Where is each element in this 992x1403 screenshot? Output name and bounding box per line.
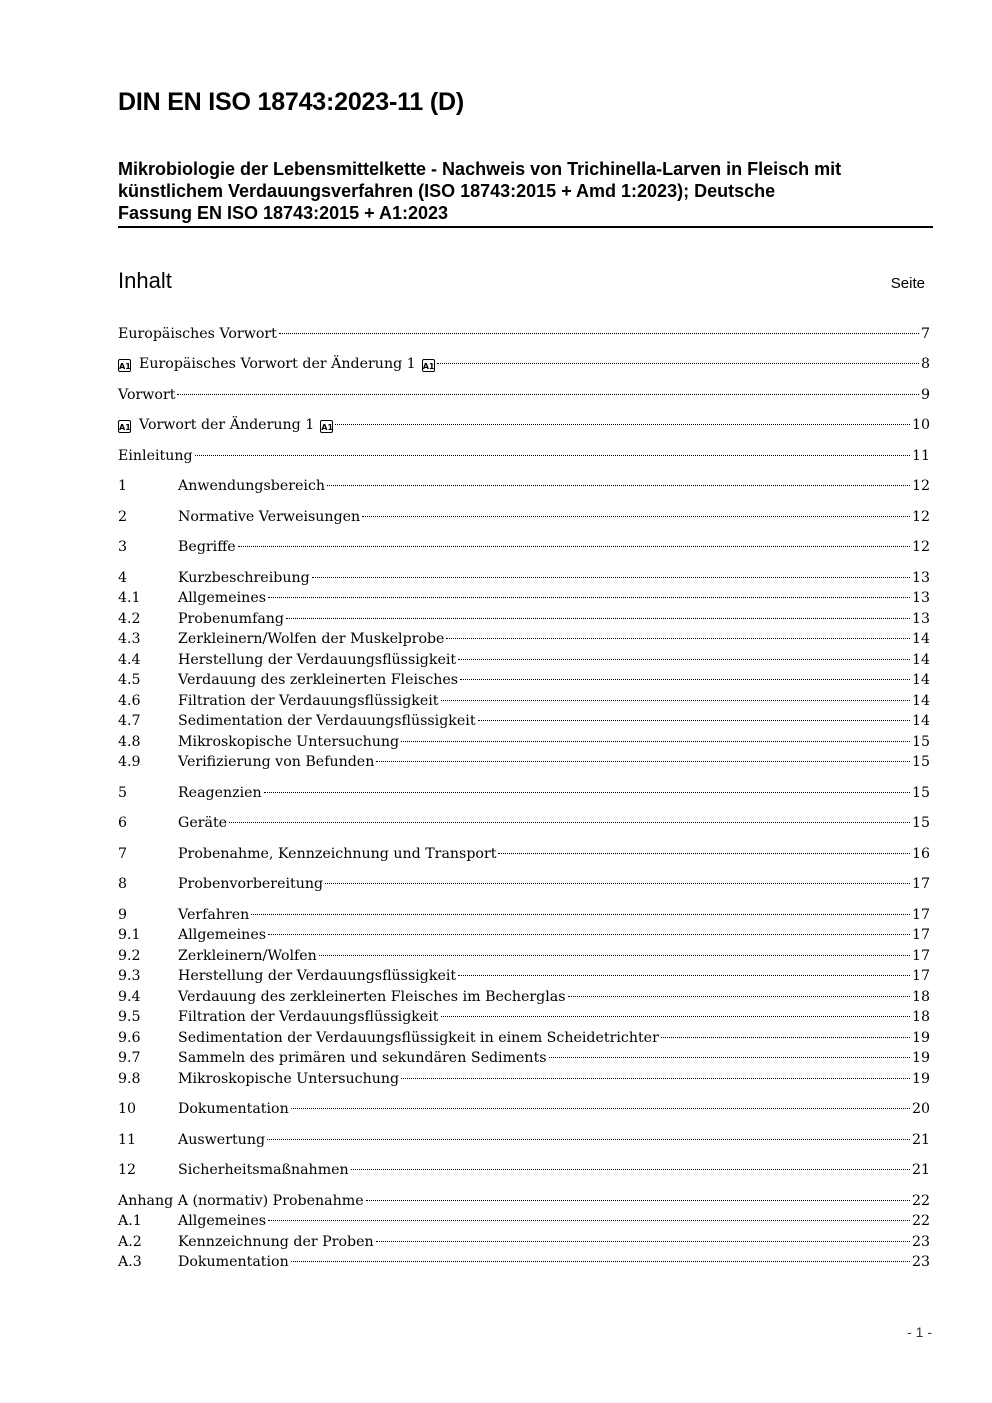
toc-entry-label: Verfahren [178,907,250,923]
amendment-end-icon: A1 [422,359,435,372]
toc-entry-label-wrap [118,324,277,344]
toc-entry-label: Vorwort [118,387,176,403]
toc-entry[interactable] [118,385,930,405]
toc-entry-label-wrap [178,905,249,925]
toc-entry-number: 10 [118,1101,137,1117]
toc-entry-label-wrap [178,588,266,608]
toc-entry-label-wrap [118,415,333,435]
toc-leader-dots [446,638,909,639]
toc-entry-label: Geräte [178,815,228,831]
toc-entry-page: 9 [920,387,930,403]
toc-entry-label-wrap [178,650,456,670]
toc-entry-number: 1 [118,478,128,494]
toc-leader-dots [366,1200,910,1201]
toc-entry[interactable] [118,752,930,772]
toc-entry-label-wrap [178,813,227,833]
subtitle-line: künstlichem Verdauungsverfahren (ISO 18743:2015 + Amd 1:2023); Deutsche [118,181,776,201]
toc-entry-page: 14 [911,652,930,668]
toc-entry[interactable] [118,732,930,752]
toc-entry[interactable] [118,507,930,527]
toc-entry-label-wrap [178,925,266,945]
toc-leader-dots [177,394,919,395]
toc-entry-label: Probenahme, Kennzeichnung und Transport [178,846,497,862]
toc-entry-page: 13 [911,611,930,627]
toc-entry-label-wrap [178,874,323,894]
toc-entry[interactable] [118,1160,930,1180]
toc-entry[interactable] [118,925,930,945]
toc-entry-page: 23 [911,1234,930,1250]
toc-entry-number: 4.7 [118,713,141,729]
toc-entry-page: 21 [911,1132,930,1148]
toc-leader-dots [498,853,910,854]
toc-entry[interactable] [118,354,930,374]
toc-entry-number: 4.9 [118,754,141,770]
toc-entry-label: Verdauung des zerkleinerten Fleisches im Becherglas [178,989,566,1005]
toc-entry-number: 12 [118,1162,137,1178]
toc-entry-label: Kennzeichnung der Proben [178,1234,374,1250]
toc-entry-label-wrap [178,1232,374,1252]
toc-leader-dots [376,1241,910,1242]
toc-entry-number: 4.2 [118,611,141,627]
toc-entry-page: 15 [911,754,930,770]
toc-entry-page: 15 [911,734,930,750]
toc-entry-label: Probenumfang [178,611,285,627]
toc-entry-page: 17 [911,876,930,892]
toc-entry-number: 9 [118,907,128,923]
toc-entry-number: 9.8 [118,1071,141,1087]
toc-entry-label: Anhang A (normativ) Probenahme [118,1193,364,1209]
toc-entry-label: Verdauung des zerkleinerten Fleisches [178,672,459,688]
toc-entry-label: Herstellung der Verdauungsflüssigkeit [178,652,457,668]
toc-entry-label-wrap [178,1069,399,1089]
toc-leader-dots [458,659,910,660]
toc-entry-page: 22 [911,1213,930,1229]
toc-entry-number: 9.3 [118,968,141,984]
toc-entry-number: 4.1 [118,590,141,606]
toc-entry[interactable] [118,629,930,649]
toc-entry-page: 17 [911,948,930,964]
toc-entry-page: 14 [911,672,930,688]
toc-entry[interactable] [118,1232,930,1252]
toc-leader-dots [549,1057,910,1058]
toc-entry-number: 7 [118,846,128,862]
toc-leader-dots [268,934,910,935]
toc-entry-page: 18 [911,989,930,1005]
toc-entry-label: Anwendungsbereich [178,478,326,494]
toc-leader-dots [312,577,910,578]
toc-entry-page: 19 [911,1030,930,1046]
toc-entry-number: 4.4 [118,652,141,668]
toc-leader-dots [279,333,919,334]
toc-entry-label: Filtration der Verdauungsflüssigkeit [178,693,439,709]
toc-entry-page: 12 [911,509,930,525]
toc-leader-dots [376,761,910,762]
toc-leader-dots [458,975,910,976]
toc-entry-page: 8 [920,356,930,372]
toc-leader-dots [195,455,910,456]
toc-entry-page: 11 [911,448,930,464]
toc-entry-label: Filtration der Verdauungsflüssigkeit [178,1009,439,1025]
toc-entry-label-wrap [178,844,496,864]
toc-leader-dots [441,1016,910,1017]
toc-entry-number: A.2 [118,1234,142,1250]
toc-entry-label-wrap [178,987,566,1007]
toc-entry[interactable] [118,324,930,344]
toc-entry-label-wrap [178,691,439,711]
toc-entry[interactable] [118,609,930,629]
toc-entry-label: Mikroskopische Untersuchung [178,1071,400,1087]
toc-leader-dots [437,363,919,364]
toc-entry[interactable] [118,987,930,1007]
toc-leader-dots [460,679,910,680]
toc-leader-dots [286,618,910,619]
toc-leader-dots [351,1169,910,1170]
toc-entry-label-wrap [178,1007,439,1027]
toc-entry[interactable] [118,813,930,833]
toc-leader-dots [401,1078,910,1079]
toc-entry-label-wrap [178,1130,265,1150]
toc-entry-label: Dokumentation [178,1101,289,1117]
toc-entry[interactable] [118,946,930,966]
toc-leader-dots [268,597,910,598]
toc-entry-label-wrap [178,609,284,629]
toc-entry-page: 21 [911,1162,930,1178]
toc-entry-number: 4.8 [118,734,141,750]
toc-entry-label: Sedimentation der Verdauungsflüssigkeit in einem Scheidetrichter [178,1030,659,1046]
toc-entry[interactable] [118,783,930,803]
toc-entry-label: Verifizierung von Befunden [178,754,375,770]
toc-entry-page: 22 [911,1193,930,1209]
toc-entry-number: 9.4 [118,989,141,1005]
toc-leader-dots [362,516,910,517]
toc-entry-label-wrap [178,1099,289,1119]
toc-entry-label-wrap [178,629,444,649]
toc-entry[interactable] [118,1069,930,1089]
toc-entry-label: Sammeln des primären und sekundären Sediments [178,1050,547,1066]
toc-entry-page: 14 [911,713,930,729]
toc-entry[interactable] [118,1252,930,1272]
toc-entry-page: 14 [911,693,930,709]
toc-entry-label-wrap [178,537,236,557]
toc-leader-dots [229,822,910,823]
toc-entry-page: 17 [911,968,930,984]
toc-entry[interactable] [118,476,930,496]
toc-entry[interactable] [118,568,930,588]
toc-entry[interactable] [118,446,930,466]
toc-entry-label-wrap [178,1211,266,1231]
toc-entry-label-wrap [178,507,360,527]
toc-entry[interactable] [118,670,930,690]
toc-entry[interactable] [118,1191,930,1211]
toc-entry-page: 23 [911,1254,930,1270]
toc-leader-dots [291,1108,910,1109]
toc-entry-page: 15 [911,785,930,801]
toc-entry[interactable] [118,1130,930,1150]
toc-leader-dots [401,741,910,742]
toc-page-heading: Seite [890,275,925,292]
toc-entry-label-wrap [178,568,310,588]
toc-entry-label: Kurzbeschreibung [178,570,310,586]
toc-entry-label: Europäisches Vorwort der Änderung 1 [139,356,416,372]
toc-entry[interactable] [118,1028,930,1048]
toc-leader-dots [327,485,910,486]
toc-entry[interactable] [118,711,930,731]
toc-leader-dots [251,914,910,915]
toc-entry-number: 4 [118,570,128,586]
toc-entry[interactable] [118,1007,930,1027]
toc-entry[interactable] [118,415,930,435]
toc-entry-label: Sedimentation der Verdauungsflüssigkeit [178,713,476,729]
toc-entry[interactable] [118,1099,930,1119]
toc-entry-number: 9.6 [118,1030,141,1046]
toc-entry-number: 4.5 [118,672,141,688]
toc-entry[interactable] [118,588,930,608]
toc-entry[interactable] [118,844,930,864]
toc-entry-label: Zerkleinern/Wolfen der Muskelprobe [178,631,445,647]
toc-entry-label: Reagenzien [178,785,262,801]
toc-entry-label-wrap [118,385,175,405]
toc-entry-number: A.3 [118,1254,142,1270]
toc-entry-label: Einleitung [118,448,193,464]
toc-heading: Inhalt [118,268,172,293]
toc-entry-number: A.1 [118,1213,142,1229]
toc-entry-number: 2 [118,509,128,525]
toc-entry-page: 10 [911,417,930,433]
toc-entry-label-wrap [178,476,325,496]
toc-entry-page: 13 [911,570,930,586]
toc-leader-dots [268,1220,910,1221]
toc-leader-dots [325,883,910,884]
toc-entry-page: 19 [911,1071,930,1087]
toc-leader-dots [264,792,910,793]
toc-entry-number: 11 [118,1132,137,1148]
toc-entry-label-wrap [118,1191,364,1211]
toc-entry-label-wrap [178,752,374,772]
toc-entry-label: Zerkleinern/Wolfen [178,948,317,964]
subtitle-line: Mikrobiologie der Lebensmittelkette - Nachweis von Trichinella-Larven in Fleisch mit [118,159,842,179]
toc-entry-label: Begriffe [178,539,236,555]
toc-entry-label: Mikroskopische Untersuchung [178,734,400,750]
toc-entry-number: 6 [118,815,128,831]
amendment-start-icon: A1 [118,359,131,372]
toc-leader-dots [238,546,910,547]
toc-entry[interactable] [118,1048,930,1068]
toc-entry-number: 5 [118,785,128,801]
document-title: DIN EN ISO 18743:2023-11 (D) [118,88,464,116]
toc-entry-number: 9.2 [118,948,141,964]
toc-entry-label-wrap [178,1252,289,1272]
subtitle-line: Fassung EN ISO 18743:2015 + A1:2023 [118,203,449,223]
toc-entry[interactable] [118,1211,930,1231]
toc-leader-dots [478,720,910,721]
toc-leader-dots [661,1037,910,1038]
toc-entry-label: Auswertung [178,1132,266,1148]
amendment-start-icon: A1 [118,420,131,433]
toc-entry-label-wrap [178,1160,349,1180]
toc-entry-page: 7 [920,326,930,342]
toc-entry[interactable] [118,691,930,711]
toc-leader-dots [568,996,910,997]
toc-entry-label: Allgemeines [178,1213,266,1229]
toc-entry-label: Probenvorbereitung [178,876,324,892]
toc-entry-label: Normative Verweisungen [178,509,361,525]
toc-entry-label-wrap [178,946,317,966]
toc-entry[interactable] [118,966,930,986]
toc-entry-page: 17 [911,907,930,923]
toc-entry-label: Vorwort der Änderung 1 [139,417,315,433]
toc-entry[interactable] [118,650,930,670]
toc-entry-label-wrap [178,1048,547,1068]
page-number: - 1 - [907,1324,932,1340]
toc-entry-page: 13 [911,590,930,606]
toc-entry-label: Allgemeines [178,590,266,606]
toc-entry-number: 9.7 [118,1050,141,1066]
toc-entry-label-wrap [178,732,399,752]
toc-entry-label-wrap [178,670,458,690]
toc-entry-label: Dokumentation [178,1254,289,1270]
toc-entry-page: 12 [911,478,930,494]
toc-entry-label-wrap [178,783,262,803]
toc-entry-number: 8 [118,876,128,892]
toc-entry-page: 18 [911,1009,930,1025]
toc-entry-label-wrap [118,446,193,466]
toc-entry-label-wrap [118,354,435,374]
toc-leader-dots [441,700,910,701]
toc-entry-page: 17 [911,927,930,943]
toc-leader-dots [267,1139,910,1140]
toc-leader-dots [291,1261,910,1262]
toc-entry-page: 15 [911,815,930,831]
toc-entry-label: Allgemeines [178,927,266,943]
amendment-end-icon: A1 [320,420,333,433]
toc-entry-label: Europäisches Vorwort [118,326,277,342]
toc-entry[interactable] [118,905,930,925]
toc-entry[interactable] [118,537,930,557]
toc-leader-dots [319,955,910,956]
toc-entry-label-wrap [178,966,456,986]
toc-entry-label-wrap [178,711,476,731]
toc-entry-number: 4.3 [118,631,141,647]
document-subtitle [118,158,933,228]
toc-entry-label-wrap [178,1028,659,1048]
toc-entry-page: 19 [911,1050,930,1066]
toc-entry-label: Herstellung der Verdauungsflüssigkeit [178,968,457,984]
toc-entry-page: 12 [911,539,930,555]
toc-leader-dots [335,424,910,425]
toc-entry-label: Sicherheitsmaßnahmen [178,1162,349,1178]
toc-entry-page: 20 [911,1101,930,1117]
toc-entry-number: 9.5 [118,1009,141,1025]
toc-entry-page: 16 [911,846,930,862]
toc-entry-number: 4.6 [118,693,141,709]
toc-entry[interactable] [118,874,930,894]
toc-entry-number: 9.1 [118,927,141,943]
toc-entry-number: 3 [118,539,128,555]
toc-entry-page: 14 [911,631,930,647]
